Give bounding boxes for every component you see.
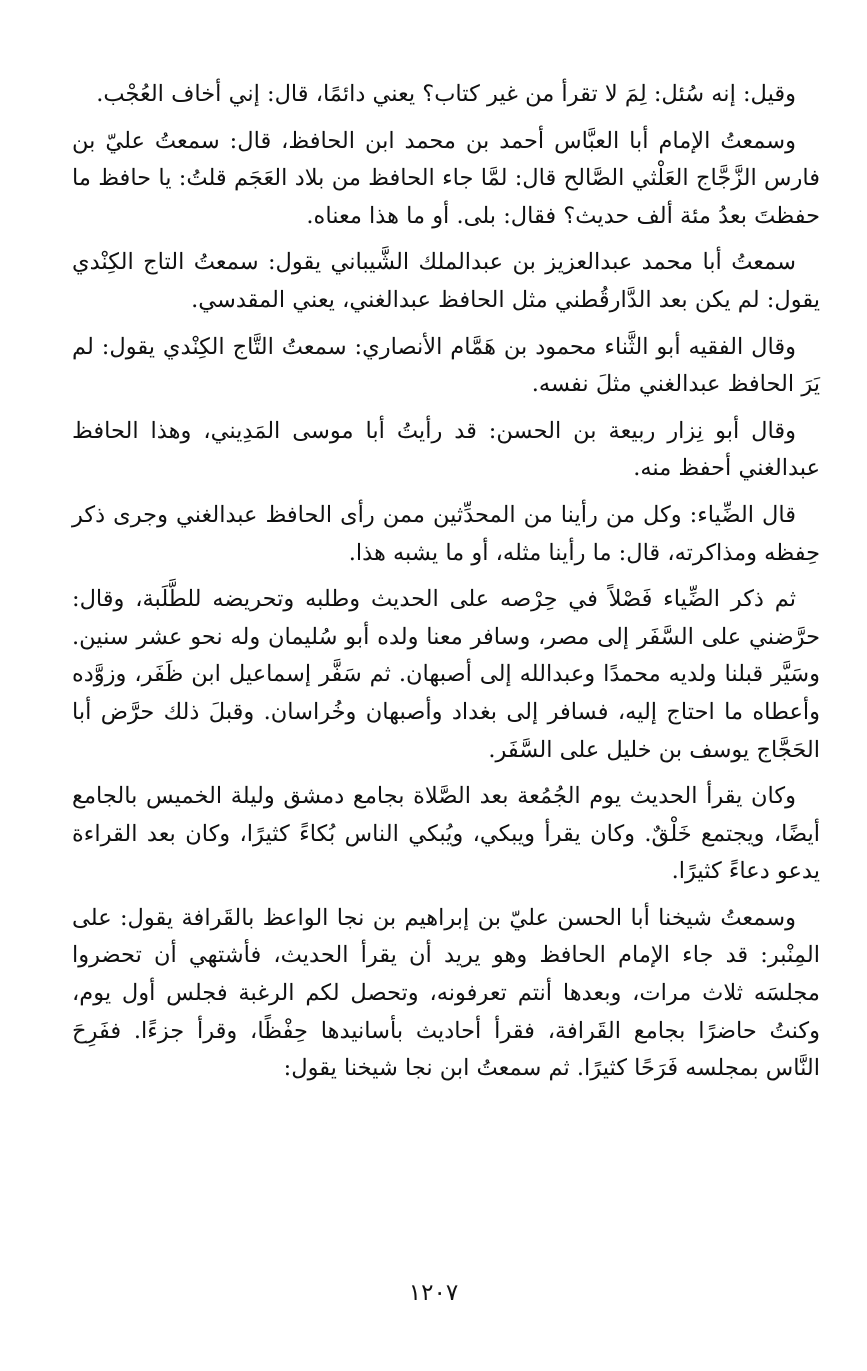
paragraph: قال الضِّياء: وكل من رأينا من المحدِّثين ممن رأى الحافظ عبدالغني وجرى ذكر حِفظه ومذاكرته، قال: ما رأينا مثله، أو ما يشبه هذا. [72,501,820,566]
body-text [72,76,820,1097]
paragraph: وقال الفقيه أبو الثَّناء محمود بن هَمَّام الأنصاري: سمعتُ التَّاج الكِنْدي يقول: لم يَرَ الحافظ عبدالغني مثلَ نفسه. [72,333,820,398]
paragraph: وقال أبو نِزار ربيعة بن الحسن: قد رأيتُ أبا موسى المَدِيني، وهذا الحافظ عبدالغني أحفظ منه. [72,417,820,482]
paragraph: وسمعتُ الإمام أبا العبَّاس أحمد بن محمد ابن الحافظ، قال: سمعتُ عليّ بن فارس الزَّجَّاج العَلْثي الصَّالح قال: لمَّا جاء الحافظ من بلاد العَجَم قلتُ: يا حافظ ما حفظتَ بعدُ مئة ألف حديث؟ فقال: بلى. أو ما هذا معناه. [72,127,820,229]
paragraph: سمعتُ أبا محمد عبدالعزيز بن عبدالملك الشَّيباني يقول: سمعتُ التاج الكِنْدي يقول: لم يكن بعد الدَّارقُطني مثل الحافظ عبدالغني، يعني المقدسي. [72,249,820,313]
page-number: ١٢٠٧ [408,1280,459,1306]
paragraph: ثم ذكر الضِّياء فَصْلاً في حِرْصه على الحديث وطلبه وتحريضه للطَّلَبة، وقال: حرَّضني على السَّفَر إلى مصر، وسافر معنا ولده أبو سُليمان وله نحو عشر سنين. وسَيَّر قبلنا ولديه محمدًا وعبدالله إلى أصبهان. ثم سَفَّر إسماعيل ابن ظَفَر، وزوَّده وأعطاه ما احتاج إليه، فسافر إلى بغداد وأصبهان وخُراسان. وقبلَ ذلك حرَّض أبا الحَجَّاج يوسف بن خليل على السَّفَر. [72,586,820,763]
paragraph: وسمعتُ شيخنا أبا الحسن عليّ بن إبراهيم بن نجا الواعظ بالقَرافة يقول: على المِنْبر: قد جاء الإمام الحافظ وهو يريد أن يقرأ الحديث، فأشتهي أن تحضروا مجلسَه ثلاث مرات، وبعدها أنتم تعرفونه، وتحصل لكم الرغبة فجلس أول يوم، وكنتُ حاضرًا بجامع القَرافة، فقرأ أحاديث بأسانيدها حِفْظًا، وقرأ جزءًا. ففَرِحَ النَّاس بمجلسه فَرَحًا كثيرًا. ثم سمعتُ ابن نجا شيخنا يقول: [72,904,820,1082]
paragraph: وكان يقرأ الحديث يوم الجُمُعة بعد الصَّلاة بجامع دمشق وليلة الخميس بالجامع أيضًا، ويجتمع خَلْقٌ. وكان يقرأ ويبكي، ويُبكي الناس بُكاءً كثيرًا، وكان بعد القراءة يدعو دعاءً كثيرًا. [72,783,820,885]
paragraph: وقيل: إنه سُئل: لِمَ لا تقرأ من غير كتاب؟ يعني دائمًا، قال: إني أخاف العُجْب. [96,81,796,107]
